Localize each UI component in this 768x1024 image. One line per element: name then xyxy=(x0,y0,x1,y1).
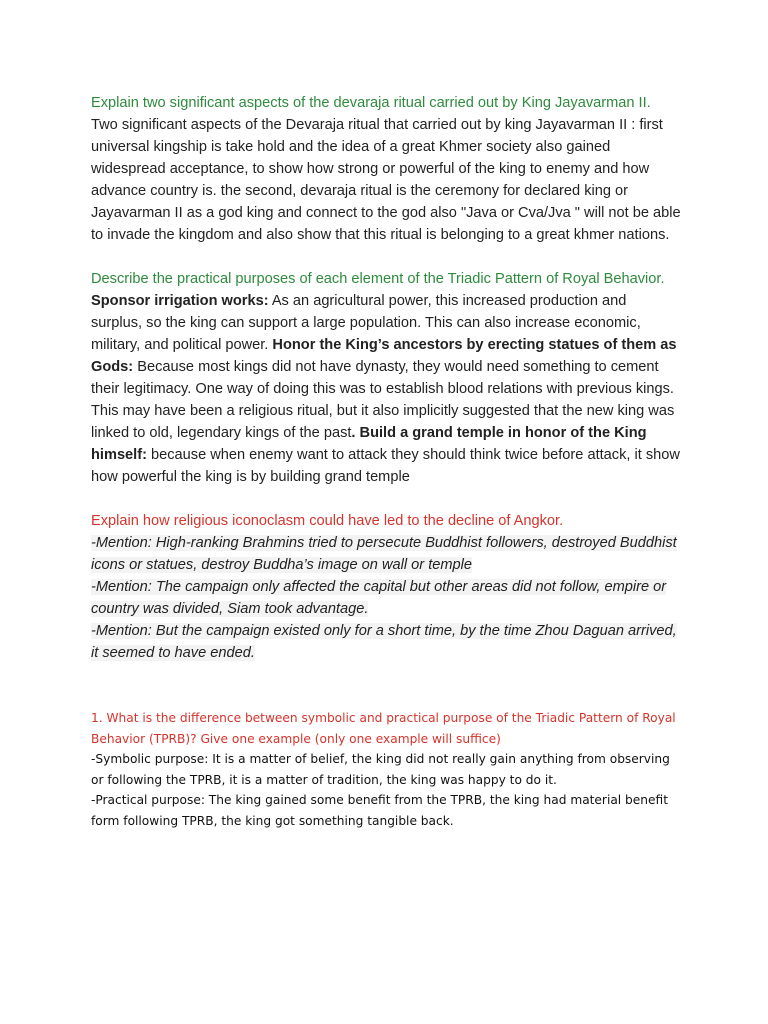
temple-heading: . Build a grand temple in honor of the King himself: xyxy=(91,425,647,463)
question-tprb: 1. What is the difference between symbolic and practical purpose of the Triadic Pattern of Royal Behavior (TPRB)? Give one example (only one example will suffice) xyxy=(91,711,676,746)
document-page xyxy=(91,92,681,831)
irrigation-text: As an agricultural power, this increased production and surplus, so the king can support a large population. This can also increase economic, military, and political power. xyxy=(91,293,641,353)
mention-item: -Mention: But the campaign existed only for a short time, by the time Zhou Daguan arrived, it seemed to have ended. xyxy=(91,623,677,661)
question-iconoclasm: Explain how religious iconoclasm could have led to the decline of Angkor. xyxy=(91,513,564,529)
question-triadic-pattern: Describe the practical purposes of each element of the Triadic Pattern of Royal Behavior. xyxy=(91,271,665,287)
spacer xyxy=(91,488,681,510)
answer-devaraja: Two significant aspects of the Devaraja ritual that carried out by king Jayavarman II : first universal kingship is take hold and the idea of a great Khmer society also gained widespread acceptance, to show how strong or powerful of the king to enemy and how advance country is. the second, devaraja ritual is the ceremony for declared king or Jayavarman II as a god king and connect to the god also "Java or Cva/Jva " will not be able to invade the kingdom and also show that this ritual is belonging to a great khmer nations. xyxy=(91,117,681,243)
ancestors-heading: Honor the King’s ancestors by erecting statues of them as Gods: xyxy=(91,337,677,375)
spacer xyxy=(91,246,681,268)
ancestors-text: Because most kings did not have dynasty, they would need something to cement their legitimacy. One way of doing this was to establish blood relations with previous kings. This may have been a religious ritual, but it also implicitly suggested that the new king was linked to old, legendary kings of the past xyxy=(91,359,675,441)
question-devaraja: Explain two significant aspects of the devaraja ritual carried out by King Jayavarman II. xyxy=(91,95,651,111)
mention-item: -Mention: High-ranking Brahmins tried to persecute Buddhist followers, destroyed Buddhist icons or statues, destroy Buddha’s image on wall or temple xyxy=(91,535,677,573)
question-block-tprb xyxy=(91,708,681,831)
answer-triadic-pattern xyxy=(91,290,681,488)
symbolic-purpose: -Symbolic purpose: It is a matter of belief, the king did not really gain anything from observing or following the TPRB, it is a matter of tradition, the king was happy to do it. xyxy=(91,752,670,787)
irrigation-heading: Sponsor irrigation works: xyxy=(91,293,269,309)
practical-purpose: -Practical purpose: The king gained some benefit from the TPRB, the king had material benefit form following TPRB, the king got something tangible back. xyxy=(91,793,668,828)
temple-text: because when enemy want to attack they should think twice before attack, it show how powerful the king is by building grand temple xyxy=(91,447,680,485)
mention-list xyxy=(91,532,681,664)
spacer xyxy=(91,664,681,708)
mention-item: -Mention: The campaign only affected the capital but other areas did not follow, empire or country was divided, Siam took advantage. xyxy=(91,579,667,617)
